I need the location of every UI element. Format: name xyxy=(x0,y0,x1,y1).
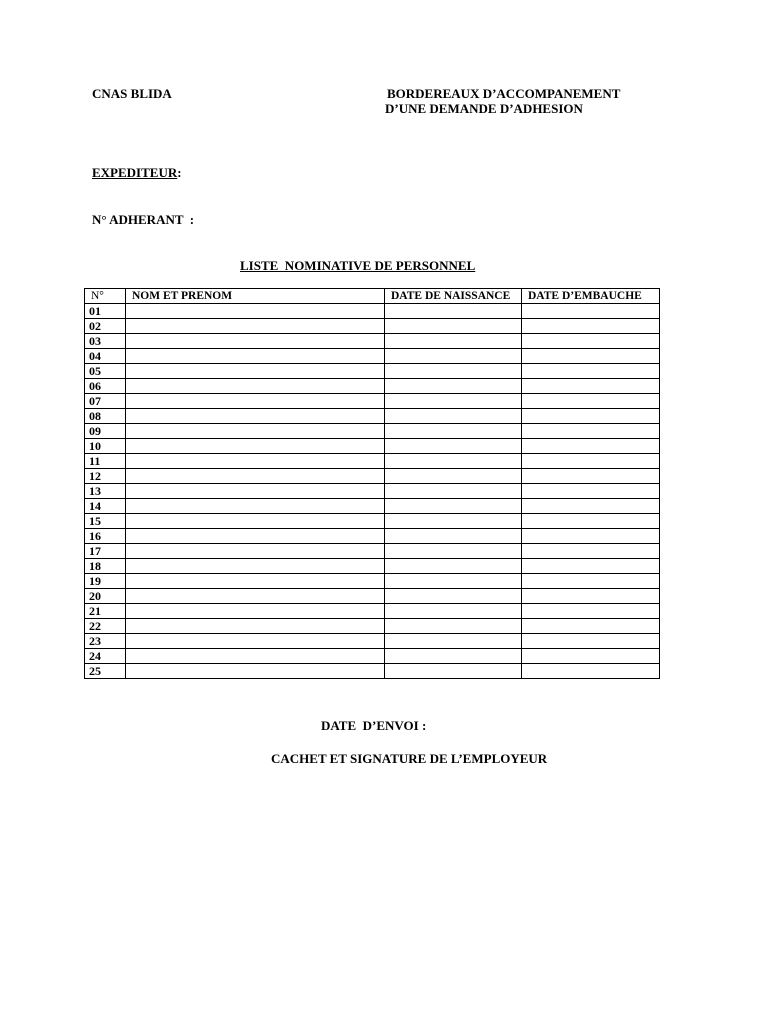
hire-date-cell[interactable] xyxy=(522,634,660,649)
date-envoi-label: DATE D’ENVOI : xyxy=(321,718,427,733)
row-number: 15 xyxy=(85,514,126,529)
name-cell[interactable] xyxy=(126,454,385,469)
name-cell[interactable] xyxy=(126,544,385,559)
table-row xyxy=(85,634,660,649)
name-cell[interactable] xyxy=(126,349,385,364)
adherant-field-label: N° ADHERANT : xyxy=(92,212,195,227)
birth-date-cell[interactable] xyxy=(385,349,522,364)
column-header-name: NOM ET PRENOM xyxy=(126,289,385,304)
row-number: 01 xyxy=(85,304,126,319)
hire-date-cell[interactable] xyxy=(522,559,660,574)
row-number: 10 xyxy=(85,439,126,454)
table-row xyxy=(85,619,660,634)
name-cell[interactable] xyxy=(126,634,385,649)
birth-date-cell[interactable] xyxy=(385,664,522,679)
document-title-line-2: D’UNE DEMANDE D’ADHESION xyxy=(385,101,583,116)
birth-date-cell[interactable] xyxy=(385,409,522,424)
hire-date-cell[interactable] xyxy=(522,349,660,364)
name-cell[interactable] xyxy=(126,664,385,679)
row-number: 12 xyxy=(85,469,126,484)
name-cell[interactable] xyxy=(126,499,385,514)
hire-date-cell[interactable] xyxy=(522,394,660,409)
birth-date-cell[interactable] xyxy=(385,394,522,409)
name-cell[interactable] xyxy=(126,649,385,664)
name-cell[interactable] xyxy=(126,379,385,394)
hire-date-cell[interactable] xyxy=(522,514,660,529)
birth-date-cell[interactable] xyxy=(385,439,522,454)
name-cell[interactable] xyxy=(126,439,385,454)
hire-date-cell[interactable] xyxy=(522,334,660,349)
name-cell[interactable] xyxy=(126,529,385,544)
row-number: 25 xyxy=(85,664,126,679)
name-cell[interactable] xyxy=(126,334,385,349)
hire-date-cell[interactable] xyxy=(522,409,660,424)
birth-date-cell[interactable] xyxy=(385,544,522,559)
name-cell[interactable] xyxy=(126,559,385,574)
name-cell[interactable] xyxy=(126,469,385,484)
table-row xyxy=(85,439,660,454)
row-number: 16 xyxy=(85,529,126,544)
birth-date-cell[interactable] xyxy=(385,319,522,334)
organization-name: CNAS BLIDA xyxy=(92,86,172,101)
birth-date-cell[interactable] xyxy=(385,619,522,634)
hire-date-cell[interactable] xyxy=(522,424,660,439)
expediteur-field xyxy=(92,165,182,180)
hire-date-cell[interactable] xyxy=(522,454,660,469)
table-row xyxy=(85,529,660,544)
row-number: 13 xyxy=(85,484,126,499)
row-number: 20 xyxy=(85,589,126,604)
table-row xyxy=(85,484,660,499)
name-cell[interactable] xyxy=(126,394,385,409)
row-number: 04 xyxy=(85,349,126,364)
table-row xyxy=(85,514,660,529)
name-cell[interactable] xyxy=(126,514,385,529)
column-header-hire-date: DATE D’EMBAUCHE xyxy=(522,289,660,304)
row-number: 19 xyxy=(85,574,126,589)
birth-date-cell[interactable] xyxy=(385,364,522,379)
birth-date-cell[interactable] xyxy=(385,589,522,604)
row-number: 08 xyxy=(85,409,126,424)
name-cell[interactable] xyxy=(126,319,385,334)
table-row xyxy=(85,334,660,349)
row-number: 23 xyxy=(85,634,126,649)
hire-date-cell[interactable] xyxy=(522,469,660,484)
table-row xyxy=(85,394,660,409)
expediteur-colon: : xyxy=(177,165,182,180)
row-number: 17 xyxy=(85,544,126,559)
table-row xyxy=(85,499,660,514)
table-row xyxy=(85,424,660,439)
table-row xyxy=(85,649,660,664)
column-header-number: N° xyxy=(85,289,126,304)
expediteur-label: EXPEDITEUR xyxy=(92,165,178,180)
hire-date-cell[interactable] xyxy=(522,649,660,664)
table-row xyxy=(85,559,660,574)
name-cell[interactable] xyxy=(126,574,385,589)
hire-date-cell[interactable] xyxy=(522,589,660,604)
birth-date-cell[interactable] xyxy=(385,514,522,529)
row-number: 22 xyxy=(85,619,126,634)
row-number: 14 xyxy=(85,499,126,514)
hire-date-cell[interactable] xyxy=(522,499,660,514)
table-row xyxy=(85,349,660,364)
table-row xyxy=(85,379,660,394)
document-title-line-1: BORDEREAUX D’ACCOMPANEMENT xyxy=(387,86,621,101)
name-cell[interactable] xyxy=(126,619,385,634)
hire-date-cell[interactable] xyxy=(522,439,660,454)
table-body xyxy=(85,304,660,679)
row-number: 11 xyxy=(85,454,126,469)
birth-date-cell[interactable] xyxy=(385,574,522,589)
hire-date-cell[interactable] xyxy=(522,574,660,589)
table-row xyxy=(85,544,660,559)
row-number: 06 xyxy=(85,379,126,394)
table-row xyxy=(85,664,660,679)
hire-date-cell[interactable] xyxy=(522,604,660,619)
name-cell[interactable] xyxy=(126,484,385,499)
signature-label: CACHET ET SIGNATURE DE L’EMPLOYEUR xyxy=(271,751,548,766)
hire-date-cell[interactable] xyxy=(522,304,660,319)
table-row xyxy=(85,304,660,319)
row-number: 24 xyxy=(85,649,126,664)
table-row xyxy=(85,364,660,379)
name-cell[interactable] xyxy=(126,589,385,604)
table-row xyxy=(85,604,660,619)
personnel-table xyxy=(84,288,660,679)
birth-date-cell[interactable] xyxy=(385,649,522,664)
table-row xyxy=(85,574,660,589)
table-row xyxy=(85,409,660,424)
hire-date-cell[interactable] xyxy=(522,364,660,379)
birth-date-cell[interactable] xyxy=(385,379,522,394)
birth-date-cell[interactable] xyxy=(385,469,522,484)
table-header-row xyxy=(85,289,660,304)
hire-date-cell[interactable] xyxy=(522,664,660,679)
table-row xyxy=(85,589,660,604)
table-row xyxy=(85,469,660,484)
name-cell[interactable] xyxy=(126,604,385,619)
birth-date-cell[interactable] xyxy=(385,334,522,349)
row-number: 05 xyxy=(85,364,126,379)
name-cell[interactable] xyxy=(126,304,385,319)
row-number: 18 xyxy=(85,559,126,574)
birth-date-cell[interactable] xyxy=(385,634,522,649)
birth-date-cell[interactable] xyxy=(385,424,522,439)
name-cell[interactable] xyxy=(126,364,385,379)
birth-date-cell[interactable] xyxy=(385,499,522,514)
row-number: 03 xyxy=(85,334,126,349)
column-header-birth-date: DATE DE NAISSANCE xyxy=(385,289,522,304)
row-number: 09 xyxy=(85,424,126,439)
birth-date-cell[interactable] xyxy=(385,559,522,574)
table-row xyxy=(85,319,660,334)
hire-date-cell[interactable] xyxy=(522,319,660,334)
row-number: 21 xyxy=(85,604,126,619)
table-row xyxy=(85,454,660,469)
name-cell[interactable] xyxy=(126,424,385,439)
hire-date-cell[interactable] xyxy=(522,529,660,544)
hire-date-cell[interactable] xyxy=(522,544,660,559)
birth-date-cell[interactable] xyxy=(385,529,522,544)
row-number: 07 xyxy=(85,394,126,409)
hire-date-cell[interactable] xyxy=(522,619,660,634)
list-title: LISTE NOMINATIVE DE PERSONNEL xyxy=(240,258,476,273)
name-cell[interactable] xyxy=(126,409,385,424)
birth-date-cell[interactable] xyxy=(385,304,522,319)
row-number: 02 xyxy=(85,319,126,334)
hire-date-cell[interactable] xyxy=(522,379,660,394)
hire-date-cell[interactable] xyxy=(522,484,660,499)
birth-date-cell[interactable] xyxy=(385,604,522,619)
birth-date-cell[interactable] xyxy=(385,484,522,499)
birth-date-cell[interactable] xyxy=(385,454,522,469)
